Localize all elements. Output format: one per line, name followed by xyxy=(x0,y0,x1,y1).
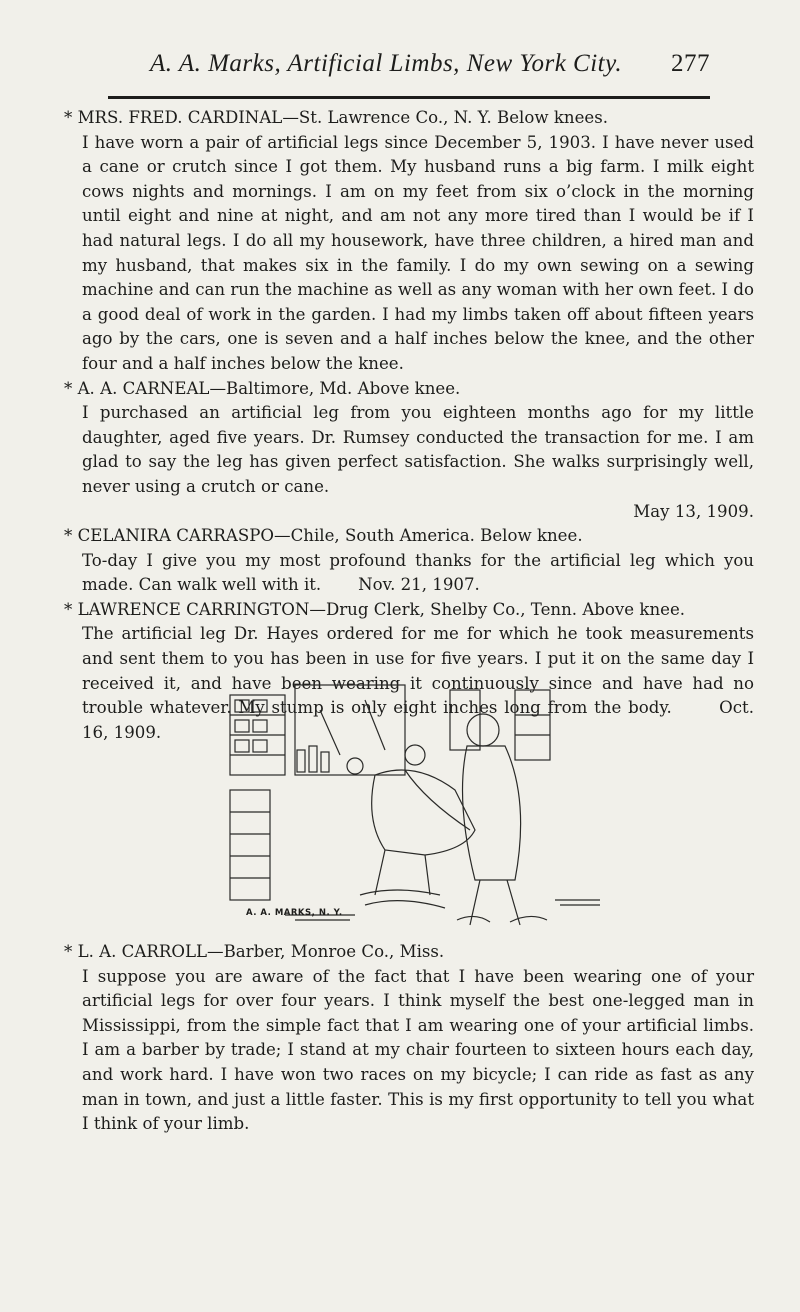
running-title: A. A. Marks, Artificial Limbs, New York City. xyxy=(150,50,623,77)
testimonial-cardinal xyxy=(64,106,754,377)
illustration-caption: A. A. MARKS, N. Y. xyxy=(246,908,343,918)
testimonial-heading: * LAWRENCE CARRINGTON—Drug Clerk, Shelby Co., Tenn. Above knee. xyxy=(64,599,686,619)
testimonial-body-text: To-day I give you my most profound thanks for the artificial leg which you made. Can walk well with it. xyxy=(82,550,754,595)
testimonial-date: Oct. 16, 1909. xyxy=(82,698,754,742)
header-rule xyxy=(108,96,710,99)
testimonial-heading: * CELANIRA CARRASPO—Chile, South America. Below knee. xyxy=(64,526,583,546)
testimonial-carraspo xyxy=(64,524,754,598)
barber-shop-engraving xyxy=(225,680,605,930)
testimonial-date: Nov. 21, 1907. xyxy=(358,575,480,595)
testimonial-body xyxy=(64,549,754,598)
testimonial-body-text: The artificial leg Dr. Hayes ordered for me for which he took measurements and sent them to you has been in use for five years. I put it on the same day I received it, and have been wearing it continuously since and have had no trouble whatever. My stump is only eight inches long from the body. xyxy=(82,624,754,718)
testimonials-top xyxy=(64,106,754,745)
testimonial-carneal xyxy=(64,377,754,525)
testimonial-carroll xyxy=(64,940,754,1137)
testimonial-date: May 13, 1909. xyxy=(633,501,754,521)
testimonial-heading: * A. A. CARNEAL—Baltimore, Md. Above knee. xyxy=(64,378,461,398)
testimonial-body: I purchased an artificial leg from you eighteen months ago for my little daughter, aged five years. Dr. Rumsey conducted the transaction for me. I am glad to say the leg has given perfect satisfaction. She walks surprisingly well, never using a crutch or cane. xyxy=(82,403,754,496)
testimonial-heading: * L. A. CARROLL—Barber, Monroe Co., Miss. xyxy=(64,942,445,961)
barber-illustration xyxy=(225,680,605,930)
testimonials-bottom xyxy=(64,940,754,1137)
testimonial-heading: * MRS. FRED. CARDINAL—St. Lawrence Co., N. Y. Below knees. xyxy=(64,108,608,127)
testimonial-body: I suppose you are aware of the fact that I have been wearing one of your artificial legs for over four years. I think myself the best one-legged man in Mississippi, from the simple fact that I am wearing one of your artificial limbs. I am a barber by trade; I stand at my chair fourteen to sixteen hours each day, and work hard. I have won two races on my bicycle; I can ride as fast as any man in town, and just a little faster. This is my first opportunity to tell you what I think of your limb. xyxy=(82,966,754,1134)
page-number: 277 xyxy=(671,50,710,77)
testimonial-body: I have worn a pair of artificial legs since December 5, 1903. I have never used a cane or crutch since I got them. My husband runs a big farm. I milk eight cows nights and mornings. I am on my feet from six o’clock in the morning until eight and nine at night, and am not any more tired than I would be if I had natural legs. I do all my housework, have three children, a hired man and my husband, that makes six in the family. I do my own sewing on a sewing machine and can run the machine as well as any woman with her own feet. I do a good deal of work in the garden. I had my limbs taken off about fifteen years ago by the cars, one is seven and a half inches below the knee, and the other four and a half inches below the knee. xyxy=(82,132,754,373)
